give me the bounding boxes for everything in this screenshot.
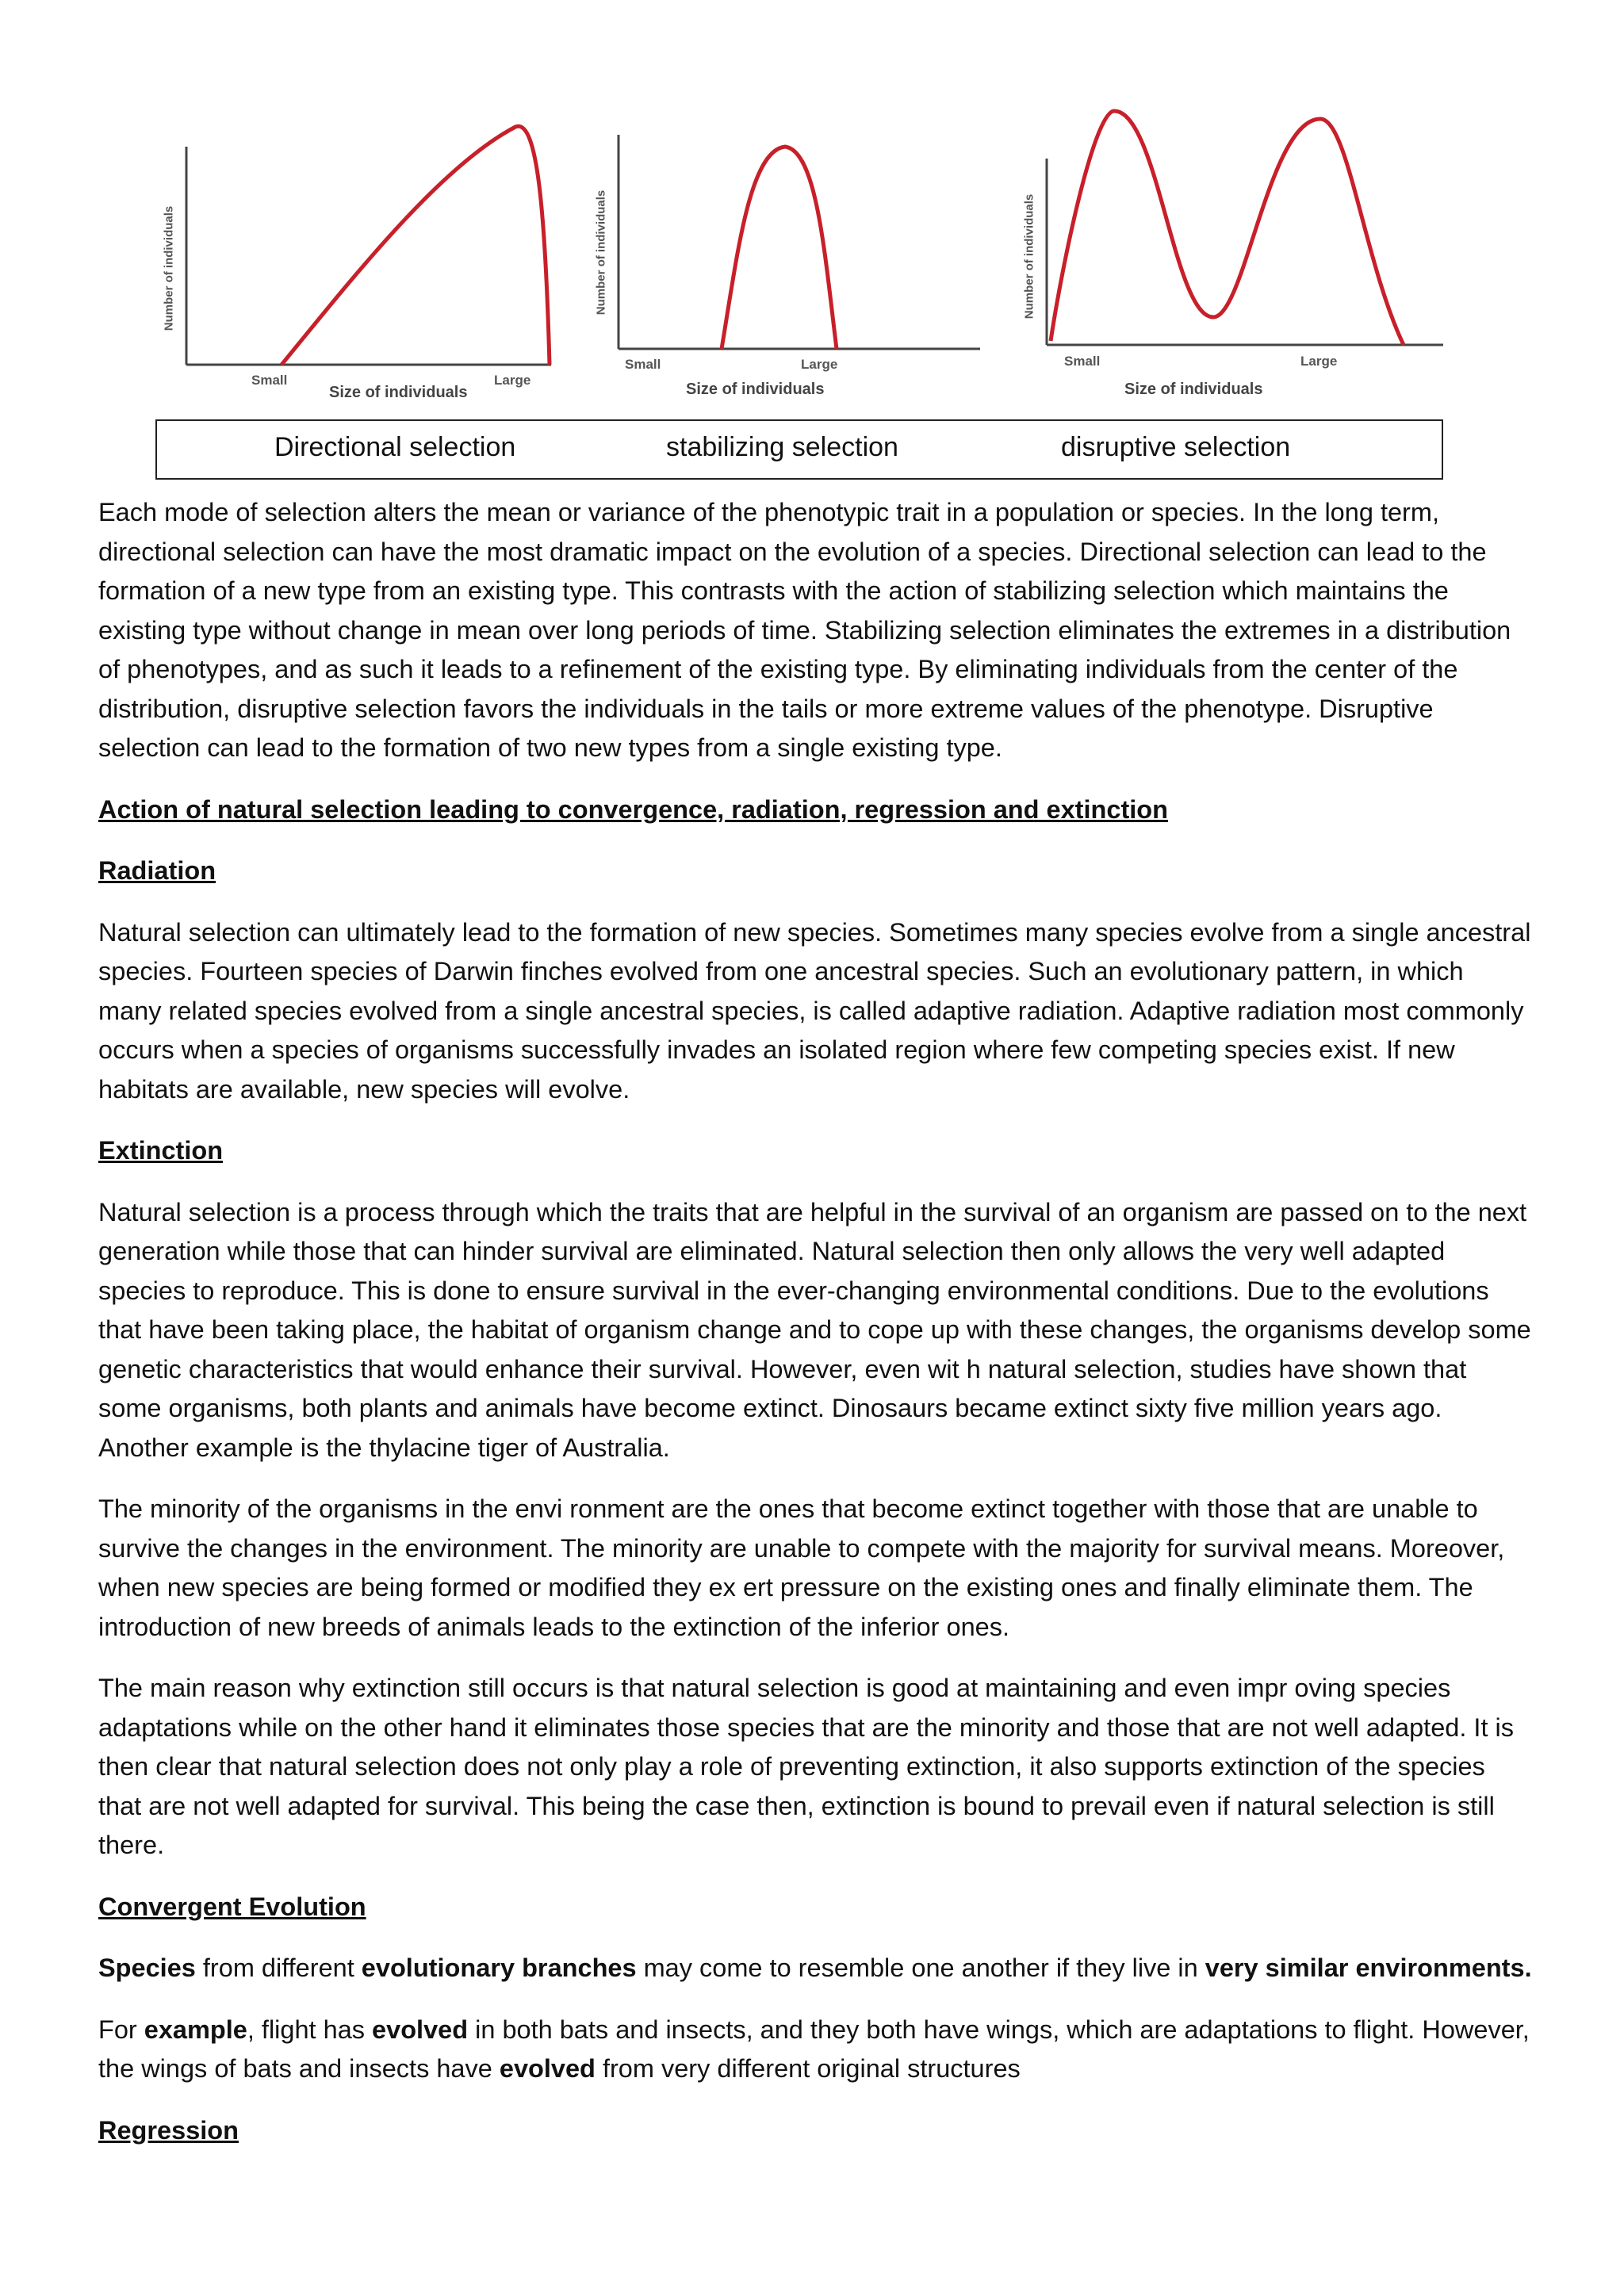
y-axis-label: Number of individuals: [594, 189, 608, 316]
text-fragment: from different: [195, 1954, 362, 1982]
bold-example: example: [144, 2015, 247, 2044]
text-fragment: For: [98, 2015, 144, 2044]
body-text: [98, 493, 1534, 2172]
stabilizing-curve: [722, 147, 837, 349]
graph-caption-box: [155, 419, 1443, 480]
convergent-paragraph-2: [98, 2011, 1534, 2089]
convergent-heading: Convergent Evolution: [98, 1892, 366, 1921]
text-fragment: , flight has: [247, 2015, 373, 2044]
extinction-paragraph-1: Natural selection is a process through which the traits that are helpful in the survival of an organism are passed on to the next generation while those that can hinder survival are eliminated. Natural selection then only allows the very well adapted species to reproduce. This is done to ensure survival in the ever-changing environmental conditions. Due to the evolutions that have been taking place, the habitat of organism change and to cope up with these changes, the organisms develop some genetic characteristics that would enhance their survival. However, even wit h natural selection, studies have shown that some organisms, both plants and animals have become extinct. Dinosaurs became extinct sixty five million years ago. Another example is the thylacine tiger of Australia.: [98, 1197, 1531, 1462]
x-tick-small: Small: [1064, 354, 1101, 369]
text-fragment: may come to resemble one another if they live in: [636, 1954, 1205, 1982]
x-tick-large: Large: [801, 357, 838, 372]
x-tick-large: Large: [494, 373, 531, 388]
directional-graph-svg: [155, 119, 567, 412]
extinction-paragraph-3: The main reason why extinction still occurs is that natural selection is good at maintaining and even impr oving species adaptations while on the other hand it eliminates those species that are the minority and those that are not well adapted. It is then clear that natural selection does not only play a role of preventing extinction, it also supports extinction of the species that are not well adapted for survival. This being the case then, extinction is bound to prevail even if natural selection is still there.: [98, 1674, 1514, 1859]
convergent-paragraph-1: [98, 1949, 1534, 1988]
x-tick-small: Small: [251, 373, 288, 388]
bold-very-similar-environments: very similar environments.: [1205, 1954, 1532, 1982]
bold-species: Species: [98, 1954, 196, 1982]
caption-directional: Directional selection: [274, 432, 516, 462]
radiation-paragraph: Natural selection can ultimately lead to the formation of new species. Sometimes many species evolve from a single ancestral species. Fourteen species of Darwin finches evolved from one ancestral species. Such an evolutionary pattern, in which many related species evolved from a single ancestral species, is called adaptive radiation. Adaptive radiation most commonly occurs when a species of organisms successfully invades an isolated region where few competing species exist. If new habitats are available, new species will evolve.: [98, 917, 1531, 1104]
intro-paragraph: Each mode of selection alters the mean or variance of the phenotypic trait in a population or species. In the long term, directional selection can have the most dramatic impact on the evolution of a species. Directional selection can lead to the formation of a new type from an existing type. This contrasts with the action of stabilizing selection which maintains the existing type without change in mean over long periods of time. Stabilizing selection eliminates the extremes in a distribution of phenotypes, and as such it leads to a refinement of the existing type. By eliminating individuals from the center of the distribution, disruptive selection favors the individuals in the tails or more extreme values of the phenotype. Disruptive selection can lead to the formation of two new types from a single existing type.: [98, 498, 1511, 762]
x-tick-large: Large: [1300, 354, 1338, 369]
x-axis-label: Size of individuals: [1124, 381, 1263, 398]
radiation-heading: Radiation: [98, 856, 216, 885]
extinction-heading: Extinction: [98, 1136, 224, 1165]
y-axis-label: Number of individuals: [1022, 193, 1036, 320]
x-axis-label: Size of individuals: [329, 384, 468, 401]
x-tick-small: Small: [625, 357, 661, 372]
extinction-paragraph-2: The minority of the organisms in the envi ronment are the ones that become extinct together with those that are unable to survive the changes in the environment. The minority are unable to compete with the majority for survival means. Moreover, when new species are being formed or modified they ex ert pressure on the existing ones and finally eliminate them. The introduction of new breeds of animals leads to the extinction of the inferior ones.: [98, 1494, 1505, 1641]
section-heading: Action of natural selection leading to convergence, radiation, regression and extinction: [98, 794, 1169, 824]
caption-disruptive: disruptive selection: [1061, 432, 1291, 462]
disruptive-selection-graph: [1015, 103, 1459, 412]
directional-curve: [282, 126, 550, 365]
bold-evolved: evolved: [372, 2015, 469, 2044]
regression-heading: Regression: [98, 2115, 239, 2145]
x-axis-label: Size of individuals: [686, 381, 825, 398]
y-axis-label: Number of individuals: [162, 205, 176, 331]
bold-evolved: evolved: [499, 2054, 596, 2083]
text-fragment: in both bats and insects, and they both have wings, which are adaptations to flight. However, the wings of bats and insects have: [98, 2015, 1530, 2083]
disruptive-curve: [1051, 111, 1404, 345]
caption-stabilizing: stabilizing selection: [666, 432, 898, 462]
directional-selection-graph: [155, 119, 567, 412]
stabilizing-selection-graph: [587, 119, 991, 412]
text-fragment: from very different original structures: [595, 2054, 1021, 2083]
bold-evolutionary-branches: evolutionary branches: [361, 1954, 637, 1982]
